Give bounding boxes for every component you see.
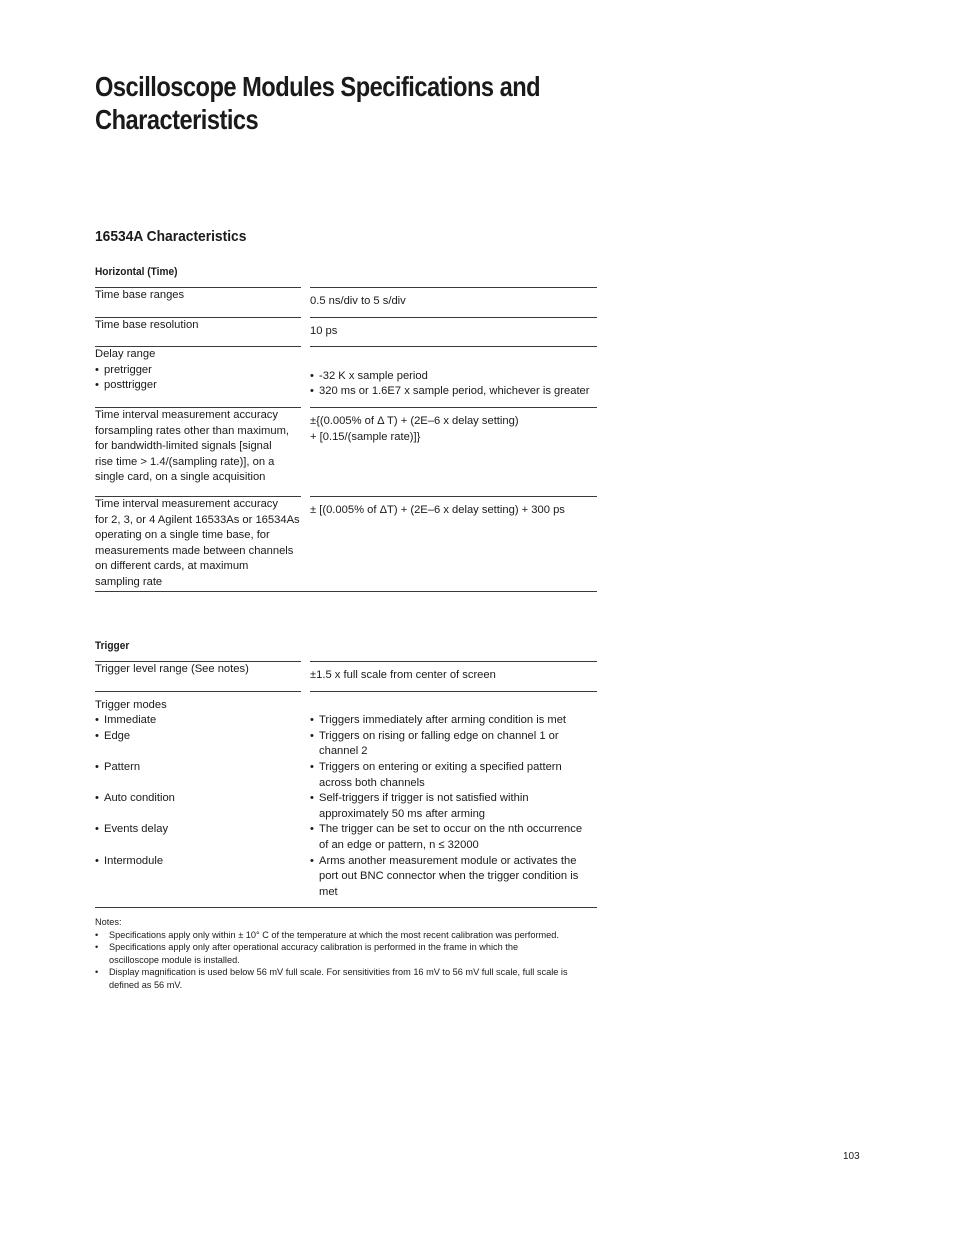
spec-row-delay-range — [95, 346, 597, 407]
spec-row-time-interval-single — [95, 407, 597, 496]
trigger-table — [95, 661, 597, 908]
spec-param: measurements made between channels — [95, 544, 294, 557]
trigger-mode-desc: • Triggers immediately after arming condition is met — [319, 714, 567, 727]
spec-row-trigger-level — [95, 661, 597, 691]
spec-param: Time base resolution — [95, 318, 199, 331]
spec-row-trigger-modes — [95, 691, 597, 909]
trigger-mode-events-delay — [95, 822, 597, 853]
trigger-mode-name: • Edge — [95, 729, 301, 745]
spec-value: ± [(0.005% of ΔT) + (2E–6 x delay setting) + 300 ps — [310, 503, 565, 516]
spec-param: forsampling rates other than maximum, — [95, 424, 289, 437]
notes-label: Notes: — [95, 917, 122, 927]
note-item: • Specifications apply only within ± 10° C of the temperature at which the most recent calibration was performed. — [95, 929, 595, 942]
spec-param: operating on a single time base, for — [95, 529, 270, 542]
spec-value-bullet: • 320 ms or 1.6E7 x sample period, whichever is greater — [310, 384, 597, 400]
spec-row-time-interval-multi — [95, 496, 597, 592]
spec-param: for bandwidth-limited signals [signal — [95, 440, 272, 453]
page-title — [95, 70, 628, 136]
spec-row-time-base-resolution — [95, 317, 597, 347]
spec-value: 10 ps — [310, 324, 338, 337]
spec-param: on different cards, at maximum — [95, 560, 249, 573]
trigger-mode-desc: • Arms another measurement module or activates the — [319, 854, 577, 867]
section-heading: 16534A Characteristics — [95, 228, 247, 245]
spec-value: ±1.5 x full scale from center of screen — [310, 669, 496, 681]
spec-param: Trigger modes — [95, 698, 167, 711]
spec-param: rise time > 1.4/(sampling rate)], on a — [95, 455, 275, 468]
notes — [95, 916, 595, 992]
spec-value-bullet: • -32 K x sample period — [310, 369, 597, 385]
spec-param: for 2, 3, or 4 Agilent 16533As or 16534As — [95, 513, 300, 526]
spec-param: Time base ranges — [95, 289, 185, 301]
spec-row-time-base-ranges — [95, 287, 597, 317]
trigger-mode-name: • Pattern — [95, 760, 301, 776]
horizontal-table — [95, 287, 597, 592]
spec-param-bullet: • pretrigger — [95, 363, 301, 379]
trigger-mode-immediate — [95, 713, 597, 729]
trigger-mode-name: • Intermodule — [95, 854, 301, 870]
trigger-mode-auto-condition — [95, 791, 597, 822]
page-title-line-2: Characteristics — [95, 104, 259, 135]
trigger-mode-desc: • Self-triggers if trigger is not satisfied within — [319, 792, 529, 805]
trigger-mode-edge — [95, 729, 597, 760]
spec-param-bullet: • posttrigger — [95, 378, 301, 394]
trigger-mode-desc: • Triggers on entering or exiting a specified pattern — [319, 760, 562, 773]
horizontal-heading: Horizontal (Time) — [95, 266, 178, 278]
spec-value: + [0.15/(sample rate)]} — [310, 430, 421, 443]
trigger-mode-name: • Immediate — [95, 713, 301, 729]
trigger-mode-desc: approximately 50 ms after arming — [319, 807, 486, 820]
trigger-mode-desc: • Triggers on rising or falling edge on channel 1 or — [319, 729, 559, 742]
trigger-mode-name: • Auto condition — [95, 791, 301, 807]
trigger-mode-desc: channel 2 — [319, 745, 368, 758]
spec-param: sampling rate — [95, 575, 163, 588]
trigger-mode-desc: • The trigger can be set to occur on the nth occurrence — [319, 823, 583, 836]
page-number: 103 — [843, 1151, 860, 1162]
trigger-mode-desc: across both channels — [319, 776, 425, 789]
trigger-mode-intermodule — [95, 854, 597, 901]
spec-param: single card, on a single acquisition — [95, 471, 266, 484]
trigger-mode-desc: met — [319, 885, 338, 898]
trigger-mode-desc: of an edge or pattern, n ≤ 32000 — [319, 838, 479, 851]
spec-param: Delay range — [95, 348, 156, 361]
spec-param: Trigger level range (See notes) — [95, 663, 249, 675]
trigger-mode-pattern — [95, 760, 597, 791]
spec-param: Time interval measurement accuracy — [95, 408, 278, 421]
note-item: • Specifications apply only after operational accuracy calibration is performed in the frame in which the oscilloscope module is installed. — [95, 941, 595, 966]
spec-value: 0.5 ns/div to 5 s/div — [310, 295, 406, 307]
page-title-line-1: Oscilloscope Modules Specifications and — [95, 71, 541, 102]
spec-param: Time interval measurement accuracy — [95, 497, 278, 510]
spec-value: ±{(0.005% of Δ T) + (2E–6 x delay setting) — [310, 414, 519, 427]
note-item: • Display magnification is used below 56 mV full scale. For sensitivities from 16 mV to 56 mV full scale, full scale is defined as 56 mV. — [95, 966, 595, 991]
trigger-mode-name: • Events delay — [95, 822, 301, 838]
trigger-heading: Trigger — [95, 640, 130, 652]
trigger-mode-desc: port out BNC connector when the trigger condition is — [319, 870, 579, 883]
